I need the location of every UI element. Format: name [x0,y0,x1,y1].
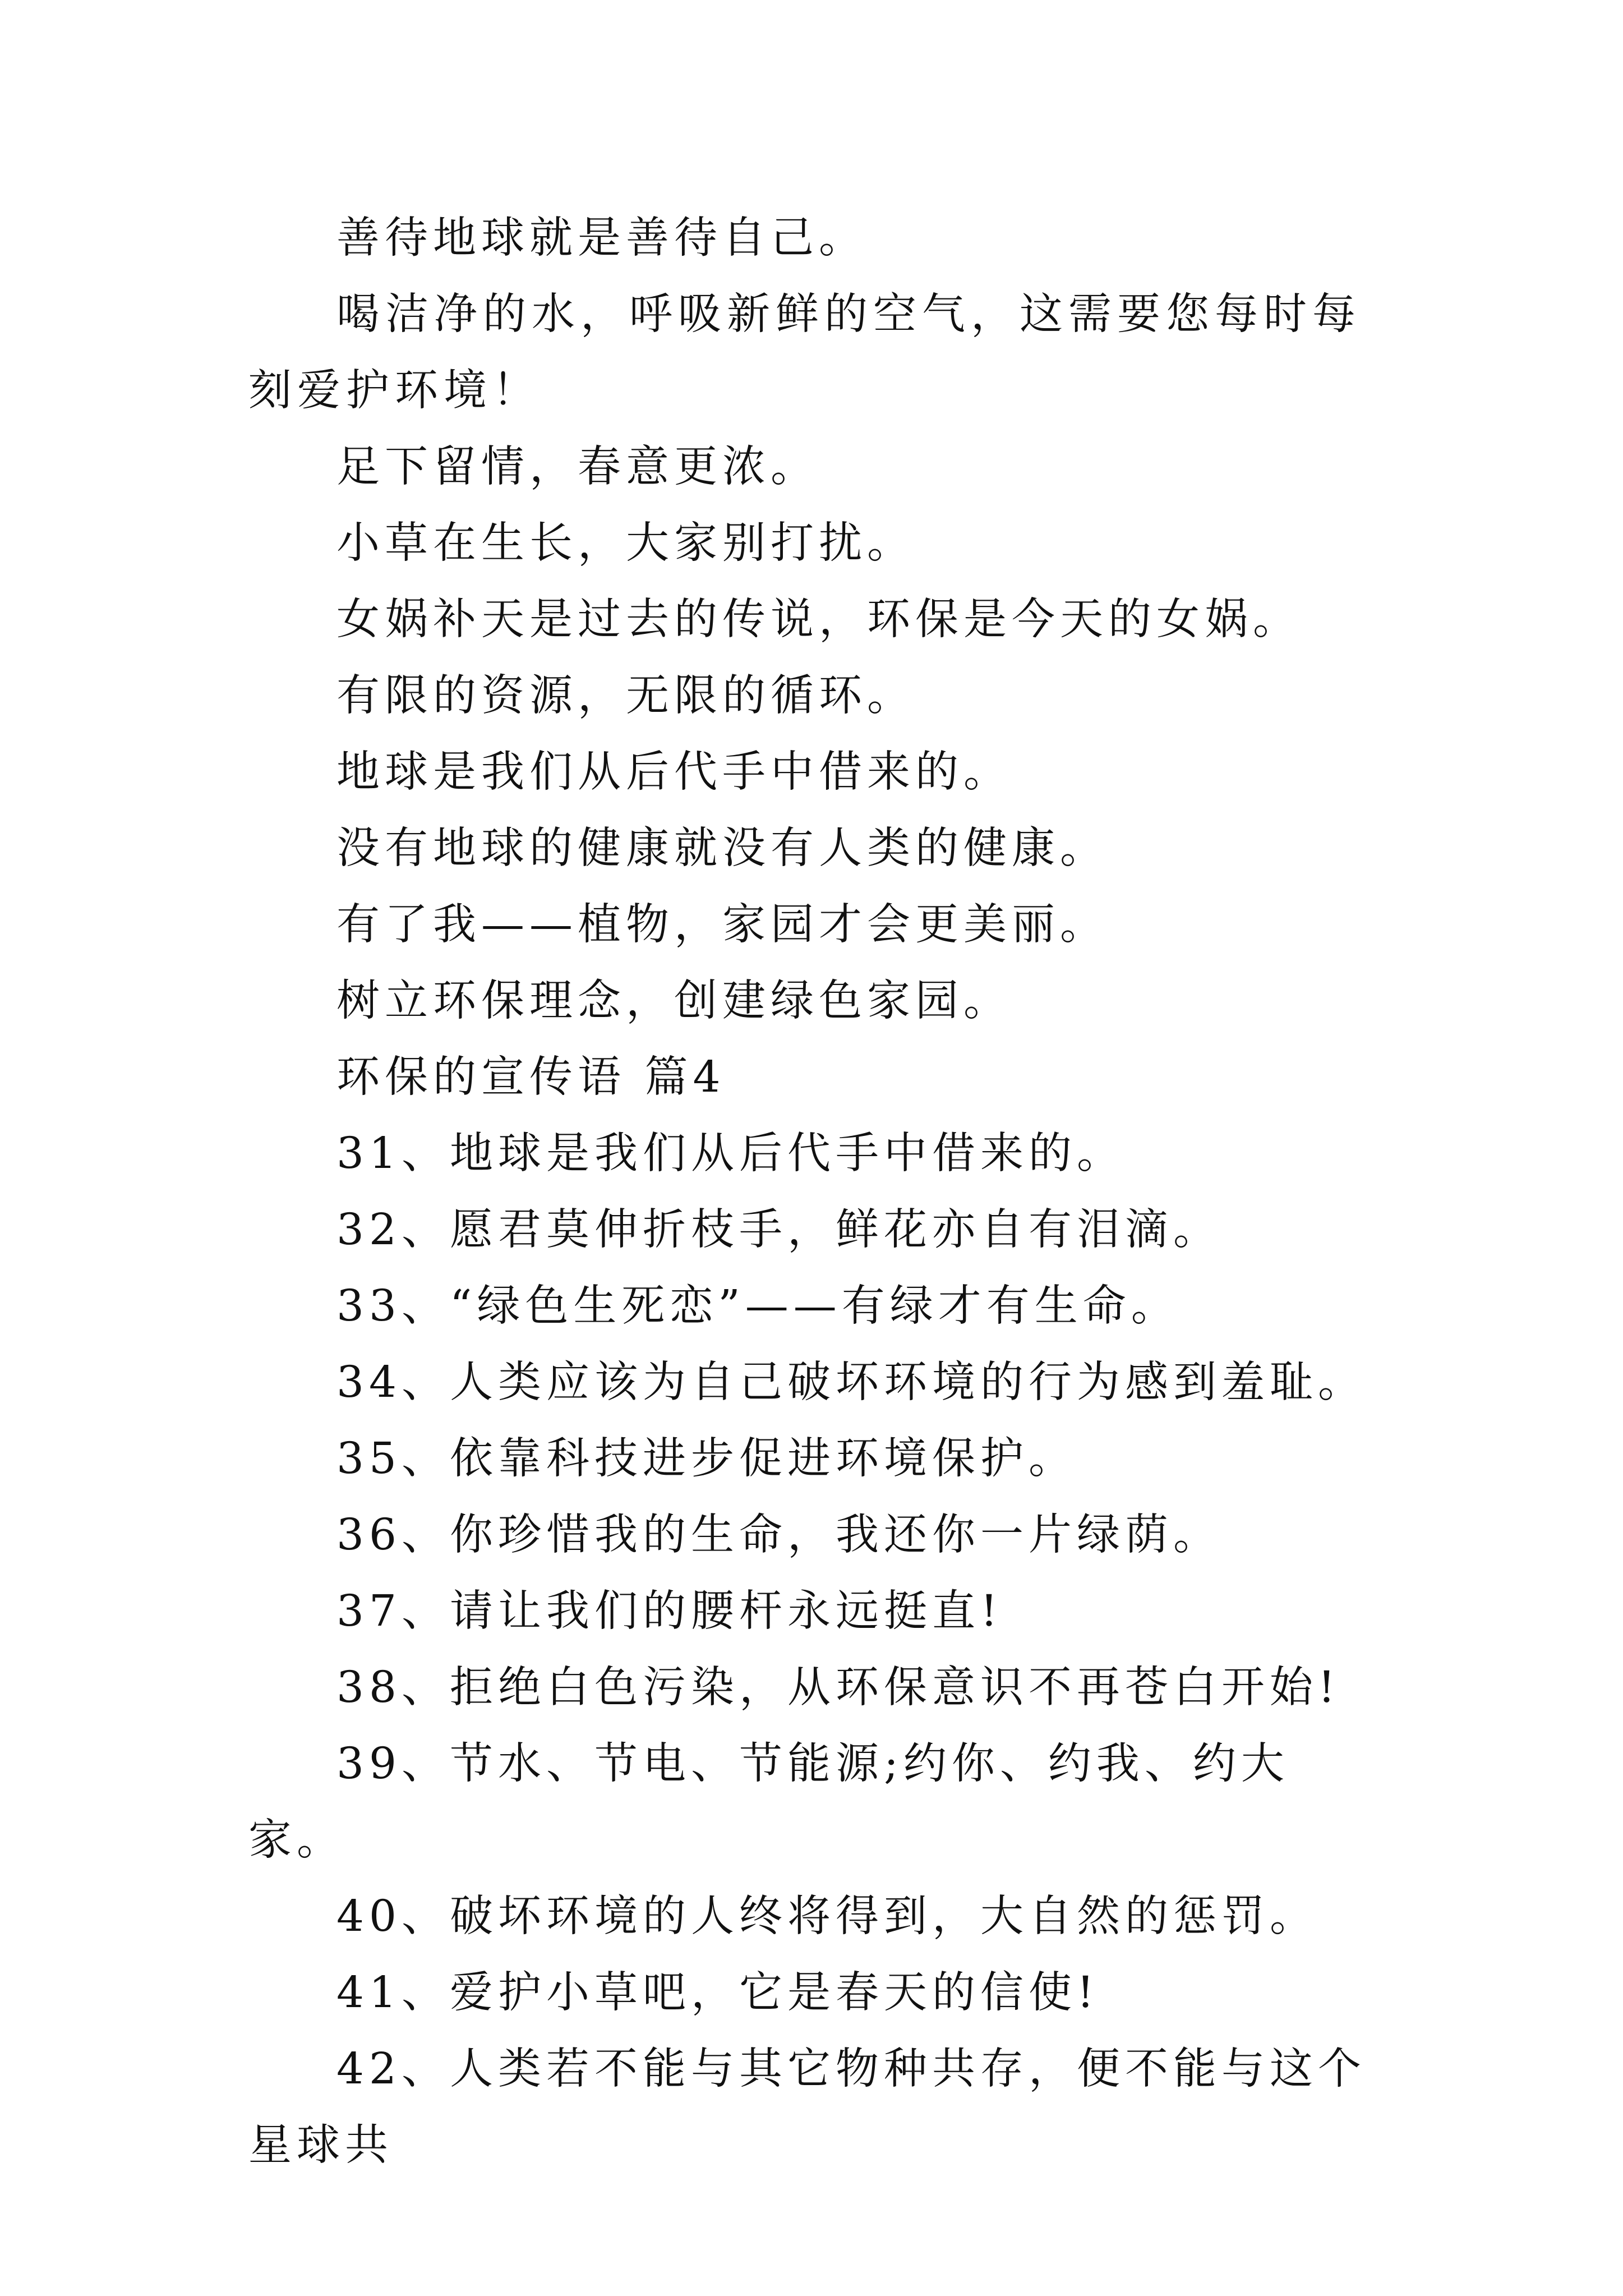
paragraph: 有了我——植物，家园才会更美丽。 [336,900,1108,950]
list-item: 33、“绿色生死恋”——有绿才有生命。 [336,1281,1179,1331]
paragraph: 善待地球就是善待自己。 [336,213,867,263]
list-item: 40、破坏环境的人终将得到，大自然的惩罚。 [336,1892,1318,1941]
list-item: 32、愿君莫伸折枝手，鲜花亦自有泪滴。 [336,1205,1221,1255]
paragraph: 地球是我们从后代手中借来的。 [336,747,1012,797]
paragraph: 有限的资源，无限的循环。 [336,671,915,721]
list-item: 31、地球是我们从后代手中借来的。 [336,1129,1125,1179]
list-item: 41、爱护小草吧，它是春天的信使! [336,1968,1099,2018]
document-body [248,200,1376,2184]
paragraph: 小草在生长，大家别打扰。 [336,518,915,568]
paragraph: 没有地球的健康就没有人类的健康。 [336,823,1108,873]
list-item: 42、人类若不能与其它物种共存，便不能与这个星球共 [248,2044,1366,2170]
list-item: 35、依靠科技进步促进环境保护。 [336,1434,1077,1484]
section-heading: 环保的宣传语 篇4 [336,1052,726,1102]
list-item: 39、节水、节电、节能源;约你、约我、约大家。 [248,1739,1289,1865]
list-item: 38、拒绝白色污染，从环保意识不再苍白开始! [336,1663,1340,1713]
paragraph: 喝洁净的水，呼吸新鲜的空气，这需要您每时每刻爱护环境！ [248,289,1361,416]
paragraph: 女娲补天是过去的传说，环保是今天的女娲。 [336,595,1301,645]
list-item: 34、人类应该为自己破坏环境的行为感到羞耻。 [336,1358,1366,1407]
paragraph: 树立环保理念，创建绿色家园。 [336,976,1012,1026]
list-item: 37、请让我们的腰杆永远挺直! [336,1586,1003,1636]
paragraph: 足下留情，春意更浓。 [336,442,819,492]
list-item: 36、你珍惜我的生命，我还你一片绿荫。 [336,1510,1221,1560]
